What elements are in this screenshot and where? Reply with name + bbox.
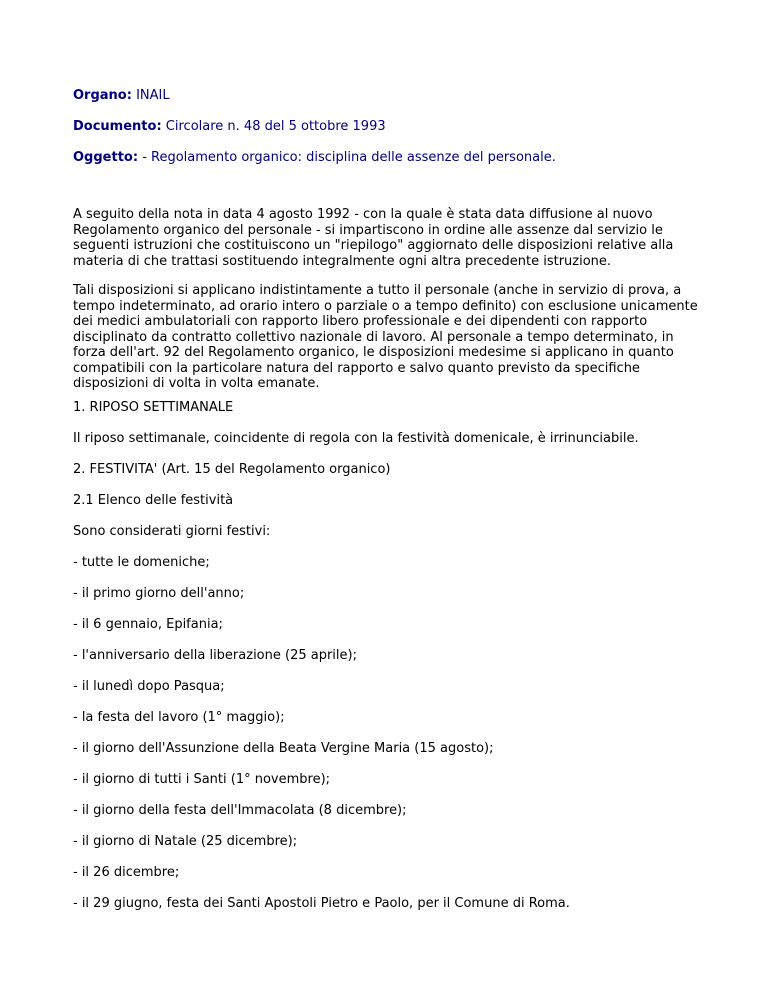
scope-paragraph: [73, 283, 713, 392]
documento-label: Documento:: [73, 119, 162, 134]
festivi-list-item: - il primo giorno dell'anno;: [73, 586, 245, 601]
oggetto-line: [73, 150, 556, 166]
festivi-list-item: - il 6 gennaio, Epifania;: [73, 617, 223, 632]
documento-line: [73, 119, 386, 135]
festivi-intro: Sono considerati giorni festivi:: [73, 524, 271, 539]
festivi-list-item: - il giorno di Natale (25 dicembre);: [73, 834, 298, 849]
scope-line: forza dell'art. 92 del Regolamento organico, le disposizioni medesime si applicano in quanto: [73, 345, 674, 360]
scope-line: tempo indeterminato, ad orario intero o parziale o a tempo definito) con esclusione unicamente: [73, 298, 698, 314]
festivi-list-item: - l'anniversario della liberazione (25 aprile);: [73, 648, 357, 663]
organo-value: INAIL: [136, 88, 170, 103]
section-2-1-heading: 2.1 Elenco delle festività: [73, 493, 234, 508]
intro-paragraph: [73, 207, 713, 269]
documento-value: Circolare n. 48 del 5 ottobre 1993: [165, 119, 386, 134]
intro-line: A seguito della nota in data 4 agosto 1992 - con la quale è stata data diffusione al nuovo: [73, 207, 653, 222]
organo-label: Organo:: [73, 88, 132, 103]
intro-line: materia di che trattasi sostituendo integralmente ogni altra precedente istruzione.: [73, 253, 612, 269]
intro-line: seguenti istruzioni che costituiscono un "riepilogo" aggiornato delle disposizioni relative alla: [73, 238, 674, 253]
oggetto-value: - Regolamento organico: disciplina delle assenze del personale.: [142, 150, 556, 165]
section-1-heading: 1. RIPOSO SETTIMANALE: [73, 400, 234, 415]
scope-line: disposizioni di volta in volta emanate.: [73, 376, 320, 391]
festivi-list-item: - la festa del lavoro (1° maggio);: [73, 710, 285, 725]
festivi-list-item: - il 29 giugno, festa dei Santi Apostoli Pietro e Paolo, per il Comune di Roma.: [73, 896, 570, 911]
festivi-list-item: - il giorno dell'Assunzione della Beata Vergine Maria (15 agosto);: [73, 741, 494, 756]
section-1-text: Il riposo settimanale, coincidente di regola con la festività domenicale, è irrinunciabile.: [73, 431, 639, 446]
scope-line: compatibili con la particolare natura del rapporto e salvo quanto previsto da specifiche: [73, 360, 640, 376]
section-2-heading: 2. FESTIVITA' (Art. 15 del Regolamento organico): [73, 462, 391, 477]
oggetto-label: Oggetto:: [73, 150, 139, 165]
intro-line: Regolamento organico del personale - si impartiscono in ordine alle assenze dal servizio le: [73, 222, 663, 238]
scope-line: Tali disposizioni si applicano indistintamente a tutto il personale (anche in servizio di prova, a: [73, 283, 682, 298]
festivi-list-item: - il giorno di tutti i Santi (1° novembre);: [73, 772, 331, 787]
festivi-list-item: - il lunedì dopo Pasqua;: [73, 679, 225, 694]
organo-line: [73, 88, 170, 104]
festivi-list-item: - il giorno della festa dell'Immacolata (8 dicembre);: [73, 803, 407, 818]
festivi-list-item: - tutte le domeniche;: [73, 555, 210, 570]
scope-line: dei medici ambulatoriali con rapporto libero professionale e dei dipendenti con rapporto: [73, 314, 648, 329]
scope-line: disciplinato da contratto collettivo nazionale di lavoro. Al personale a tempo determinato, in: [73, 329, 674, 345]
festivi-list-item: - il 26 dicembre;: [73, 865, 180, 880]
